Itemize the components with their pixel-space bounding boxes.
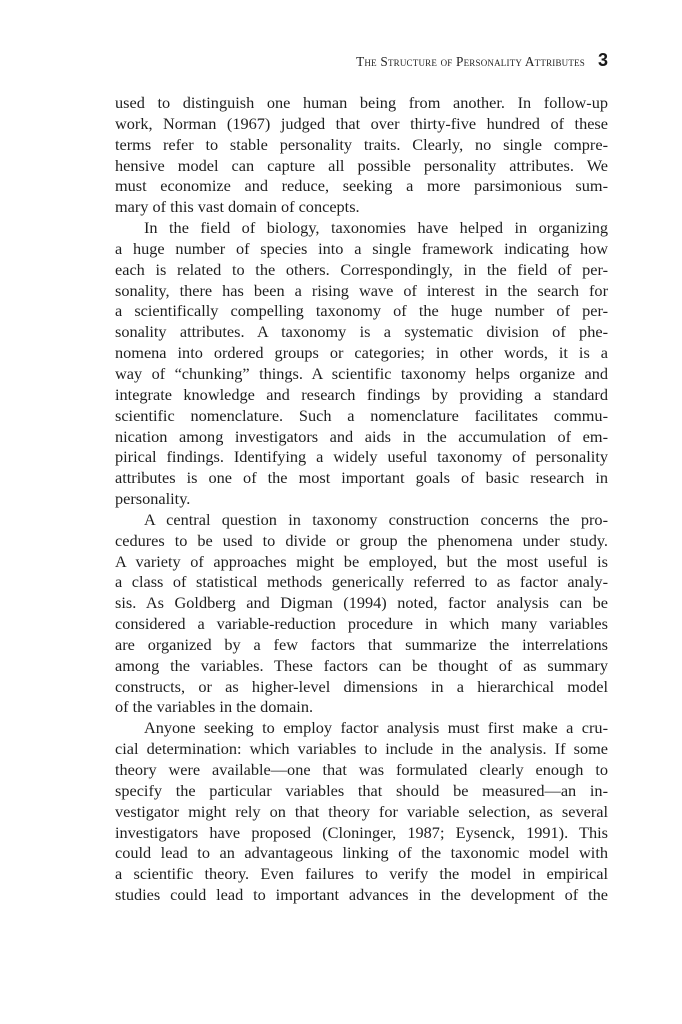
text-line: theory were available—one that was formulated clearly enough to (115, 760, 608, 779)
running-title: The Structure of Personality Attributes (356, 54, 585, 69)
text-line: work, Norman (1967) judged that over thirty-five hundred of these (115, 113, 608, 133)
text-line: investigators have proposed (Cloninger, 1987; Eysenck, 1991). This (115, 822, 608, 842)
text-line: nication among investigators and aids in the accumulation of em- (115, 426, 608, 446)
text-line: A central question in taxonomy construction concerns the pro- (144, 509, 608, 529)
running-head (356, 50, 608, 74)
text-line: must economize and reduce, seeking a more parsimonious sum- (115, 176, 608, 196)
text-line: constructs, or as higher-level dimensions in a hierarchical model (115, 676, 608, 696)
text-line: terms refer to stable personality traits. Clearly, no single compre- (115, 134, 608, 154)
paragraph-2 (115, 218, 608, 510)
text-line: sonality attributes. A taxonomy is a systematic division of phe- (115, 322, 608, 342)
text-line: nomena into ordered groups or categories; in other words, it is a (115, 343, 608, 363)
text-line: pirical findings. Identifying a widely useful taxonomy of personality (115, 447, 608, 467)
text-line: scientific nomenclature. Such a nomenclature facilitates commu- (115, 405, 608, 425)
text-line: a class of statistical methods generically referred to as factor analy- (115, 572, 608, 592)
text-line: personality. (115, 489, 191, 509)
text-line: of the variables in the domain. (115, 697, 314, 717)
body-text (115, 93, 608, 906)
text-line: among the variables. These factors can be thought of as summary (115, 655, 608, 675)
text-line: integrate knowledge and research findings by providing a standard (115, 384, 608, 404)
text-line: are organized by a few factors that summarize the interrelations (115, 634, 608, 654)
text-line: studies could lead to important advances in the development of the (115, 885, 608, 905)
text-line: sis. As Goldberg and Digman (1994) noted, factor analysis can be (115, 593, 608, 613)
text-line: mary of this vast domain of concepts. (115, 197, 360, 217)
text-line: hensive model can capture all possible personality attributes. We (115, 155, 608, 175)
text-line: used to distinguish one human being from another. In follow-up (115, 93, 608, 112)
text-line: a scientifically compelling taxonomy of the huge number of per- (115, 301, 608, 321)
text-line: way of “chunking” things. A scientific taxonomy helps organize and (115, 363, 608, 383)
text-line: could lead to an advantageous linking of the taxonomic model with (115, 843, 608, 863)
text-line: A variety of approaches might be employed, but the most useful is (115, 551, 608, 571)
page-number: 3 (597, 50, 608, 70)
text-line: attributes is one of the most important goals of basic research in (115, 468, 608, 488)
text-line: cedures to be used to divide or group the phenomena under study. (115, 530, 608, 550)
text-line: sonality, there has been a rising wave of interest in the search for (115, 280, 608, 300)
text-line: Anyone seeking to employ factor analysis must first make a cru- (144, 718, 608, 738)
paragraph-3 (115, 510, 608, 718)
text-line: In the field of biology, taxonomies have helped in organizing (144, 218, 608, 238)
paragraph-4 (115, 718, 608, 906)
text-line: each is related to the others. Correspondingly, in the field of per- (115, 259, 608, 279)
text-line: considered a variable-reduction procedure in which many variables (115, 614, 608, 634)
text-line: a huge number of species into a single framework indicating how (115, 238, 608, 258)
text-line: vestigator might rely on that theory for variable selection, as several (115, 801, 608, 821)
text-line: cial determination: which variables to include in the analysis. If some (115, 739, 608, 759)
text-line: a scientific theory. Even failures to verify the model in empirical (115, 864, 608, 884)
text-line: specify the particular variables that should be measured—an in- (115, 780, 608, 800)
paragraph-1 (115, 93, 608, 218)
